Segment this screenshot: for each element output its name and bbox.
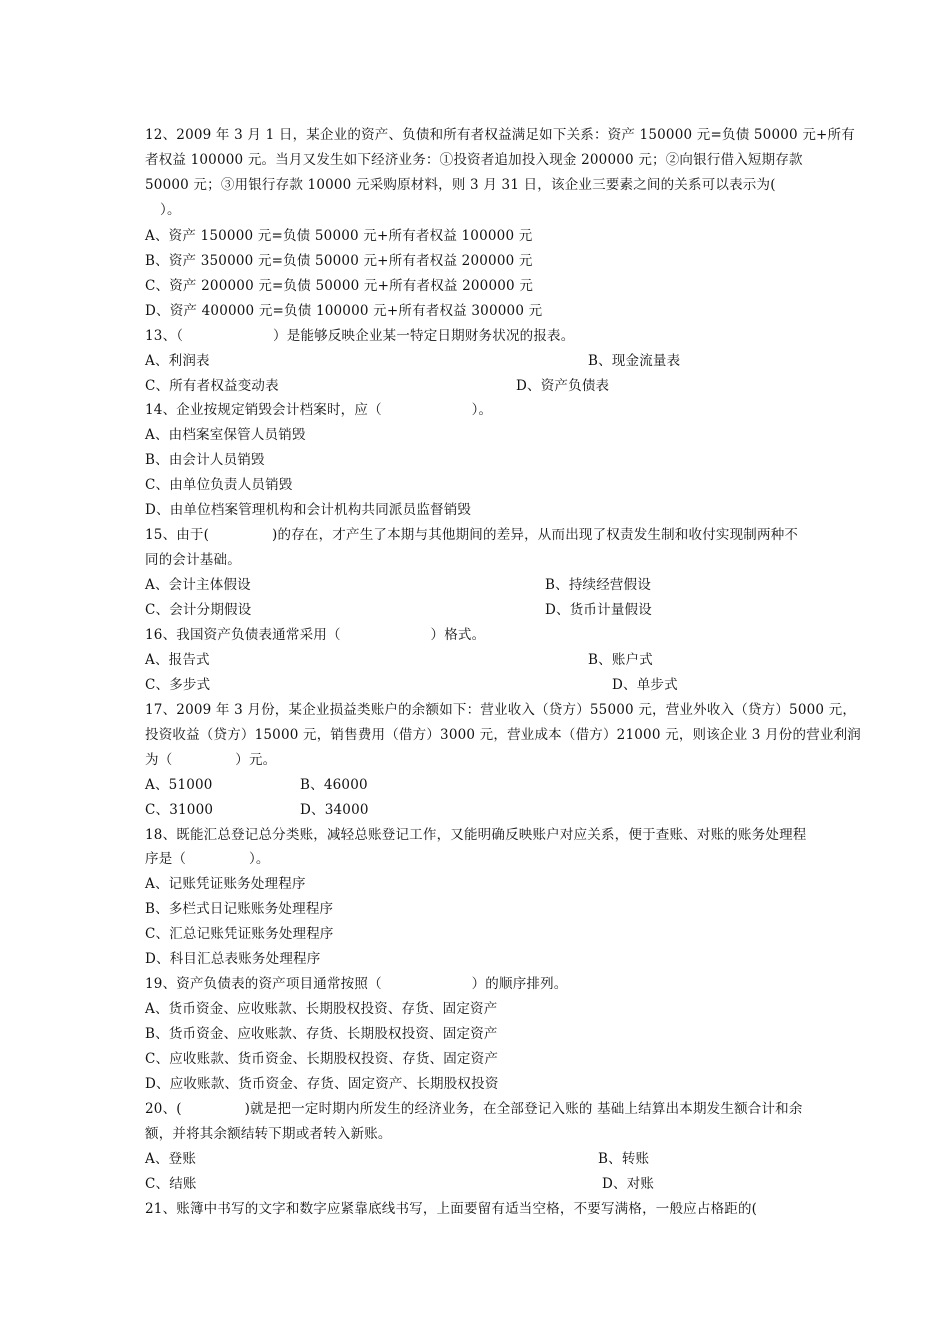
q20-line-1: 20、( )就是把一定时期内所发生的经济业务，在全部登记入账的 基础上结算出本期发生额合计和余 [145, 1101, 803, 1117]
q15-option-d: D、货币计量假设 [545, 602, 652, 618]
q15-line-2: 同的会计基础。 [145, 552, 241, 568]
q19-option-d: D、应收账款、货币资金、存货、固定资产、长期股权投资 [145, 1076, 499, 1092]
q18-option-c: C、汇总记账凭证账务处理程序 [145, 926, 334, 942]
q14-option-d: D、由单位档案管理机构和会计机构共同派员监督销毁 [145, 502, 472, 518]
q12-option-d: D、资产 400000 元=负债 100000 元+所有者权益 300000 元 [145, 303, 543, 319]
q18-option-a: A、记账凭证账务处理程序 [145, 876, 306, 892]
q16-option-a: A、报告式 [145, 652, 210, 668]
q17-option-a: A、51000 [145, 777, 213, 793]
q17-option-c: C、31000 [145, 802, 214, 818]
q19-option-c: C、应收账款、货币资金、长期股权投资、存货、固定资产 [145, 1051, 499, 1067]
q13-option-b: B、现金流量表 [588, 353, 681, 369]
q15-option-a: A、会计主体假设 [145, 577, 251, 593]
q16-option-b: B、账户式 [588, 652, 653, 668]
q20-option-c: C、结账 [145, 1176, 197, 1192]
q19-option-b: B、货币资金、应收账款、存货、长期股权投资、固定资产 [145, 1026, 498, 1042]
q18-option-d: D、科目汇总表账务处理程序 [145, 951, 321, 967]
q17-line-3: 为（ ）元。 [145, 752, 277, 768]
q13-option-c: C、所有者权益变动表 [145, 378, 279, 394]
q19-option-a: A、货币资金、应收账款、长期股权投资、存货、固定资产 [145, 1001, 498, 1017]
q20-option-d: D、对账 [602, 1176, 655, 1192]
q12-option-a: A、资产 150000 元=负债 50000 元+所有者权益 100000 元 [145, 228, 533, 244]
q13-option-d: D、资产负债表 [516, 378, 610, 394]
q15-option-b: B、持续经营假设 [545, 577, 652, 593]
q18-line-2: 序是（ ）。 [145, 851, 270, 867]
q12-line-2: 者权益 100000 元。当月又发生如下经济业务：①投资者追加投入现金 200000 元；②向银行借入短期存款 [145, 152, 803, 168]
q15-option-c: C、会计分期假设 [145, 602, 252, 618]
q13-question: 13、（ ）是能够反映企业某一特定日期财务状况的报表。 [145, 328, 575, 344]
q16-question: 16、我国资产负债表通常采用（ ）格式。 [145, 627, 486, 643]
q21-question: 21、账簿中书写的文字和数字应紧靠底线书写，上面要留有适当空格，不要写满格，一般应占格距的( [145, 1201, 758, 1217]
q18-line-1: 18、既能汇总登记总分类账，减轻总账登记工作，又能明确反映账户对应关系，便于查账、对账的账务处理程 [145, 827, 807, 843]
q17-option-d: D、34000 [300, 802, 369, 818]
q16-option-c: C、多步式 [145, 677, 211, 693]
q14-option-c: C、由单位负责人员销毁 [145, 477, 293, 493]
q12-line-1: 12、2009 年 3 月 1 日，某企业的资产、负债和所有者权益满足如下关系：资产 150000 元=负债 50000 元+所有 [145, 127, 855, 143]
q17-option-b: B、46000 [300, 777, 368, 793]
q17-line-2: 投资收益（贷方）15000 元，销售费用（借方）3000 元，营业成本（借方）21000 元，则该企业 3 月份的营业利润 [145, 727, 861, 743]
q13-option-a: A、利润表 [145, 353, 210, 369]
q17-line-1: 17、2009 年 3 月份，某企业损益类账户的余额如下：营业收入（贷方）55000 元，营业外收入（贷方）5000 元， [145, 702, 857, 718]
q15-line-1: 15、由于( )的存在，才产生了本期与其他期间的差异，从而出现了权责发生制和收付实现制两种不 [145, 527, 799, 543]
q14-option-b: B、由会计人员销毁 [145, 452, 265, 468]
q14-option-a: A、由档案室保管人员销毁 [145, 427, 306, 443]
q12-line-4: ）。 [160, 202, 181, 218]
q14-question: 14、企业按规定销毁会计档案时，应（ ）。 [145, 402, 493, 418]
q18-option-b: B、多栏式日记账账务处理程序 [145, 901, 334, 917]
q12-option-c: C、资产 200000 元=负债 50000 元+所有者权益 200000 元 [145, 278, 534, 294]
q12-line-3: 50000 元；③用银行存款 10000 元采购原材料，则 3 月 31 日，该企业三要素之间的关系可以表示为( [145, 177, 776, 193]
q19-question: 19、资产负债表的资产项目通常按照（ ）的顺序排列。 [145, 976, 568, 992]
q20-option-b: B、转账 [598, 1151, 650, 1167]
q20-option-a: A、登账 [145, 1151, 197, 1167]
q16-option-d: D、单步式 [612, 677, 678, 693]
q20-line-2: 额，并将其余额结转下期或者转入新账。 [145, 1126, 392, 1142]
q12-option-b: B、资产 350000 元=负债 50000 元+所有者权益 200000 元 [145, 253, 533, 269]
